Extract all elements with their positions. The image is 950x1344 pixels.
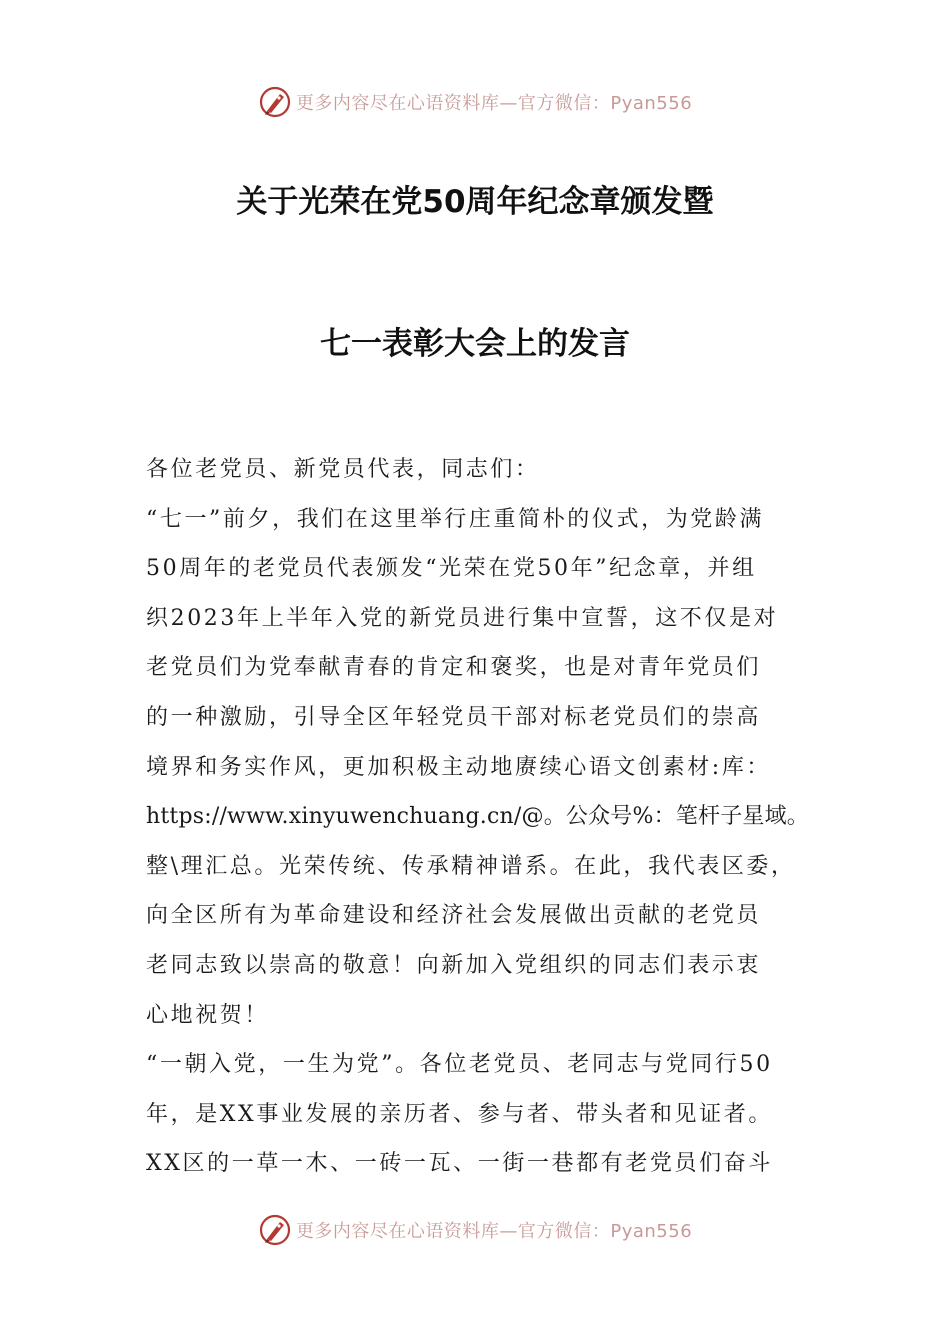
body-line-url: https://www.xinyuwenchuang.cn/@。公众号%：笔杆子星域。 [146, 804, 809, 830]
body-line: 老同志致以崇高的敬意！向新加入党组织的同志们表示衷 [146, 952, 762, 978]
body-line: 整\理汇总。光荣传统、传承精神谱系。在此，我代表区委， [146, 853, 796, 879]
body-line: “一朝入党，一生为党”。各位老党员、老同志与党同行50 [146, 1052, 773, 1078]
body-line: 心地祝贺！ [146, 1002, 270, 1028]
body-line: 境界和务实作风，更加积极主动地赓续心语文创素材:库： [146, 754, 772, 780]
watermark-text: 更多内容尽在心语资料库—官方微信：Pyan556 [295, 1221, 693, 1242]
body-line: “七一”前夕，我们在这里举行庄重简朴的仪式，为党龄满 [146, 506, 765, 532]
footer-watermark [0, 1210, 950, 1250]
body-line: 50周年的老党员代表颁发“光荣在党50年”纪念章，并组 [146, 556, 757, 582]
speech-body [146, 445, 836, 1189]
body-line: 各位老党员、新党员代表，同志们： [146, 457, 540, 482]
pen-nib-logo-icon [258, 85, 292, 119]
body-line: XX区的一草一木、一砖一瓦、一街一巷都有老党员们奋斗 [146, 1151, 773, 1177]
body-line: 老党员们为党奉献青春的肯定和褒奖，也是对青年党员们 [146, 655, 762, 681]
body-line: 向全区所有为革命建设和经济社会发展做出贡献的老党员 [146, 903, 762, 929]
body-line: 织2023年上半年入党的新党员进行集中宣誓，这不仅是对 [146, 605, 779, 631]
document-title-line-1: 关于光荣在党50周年纪念章颁发暨 [236, 184, 714, 220]
watermark-text: 更多内容尽在心语资料库—官方微信：Pyan556 [295, 93, 693, 114]
body-line: 的一种激励，引导全区年轻党员干部对标老党员们的崇高 [146, 704, 762, 730]
pen-nib-logo-icon [258, 1213, 292, 1247]
body-line: 年，是XX事业发展的亲历者、参与者、带头者和见证者。 [146, 1101, 773, 1127]
header-watermark [0, 82, 950, 122]
document-title-line-2: 七一表彰大会上的发言 [320, 326, 630, 362]
